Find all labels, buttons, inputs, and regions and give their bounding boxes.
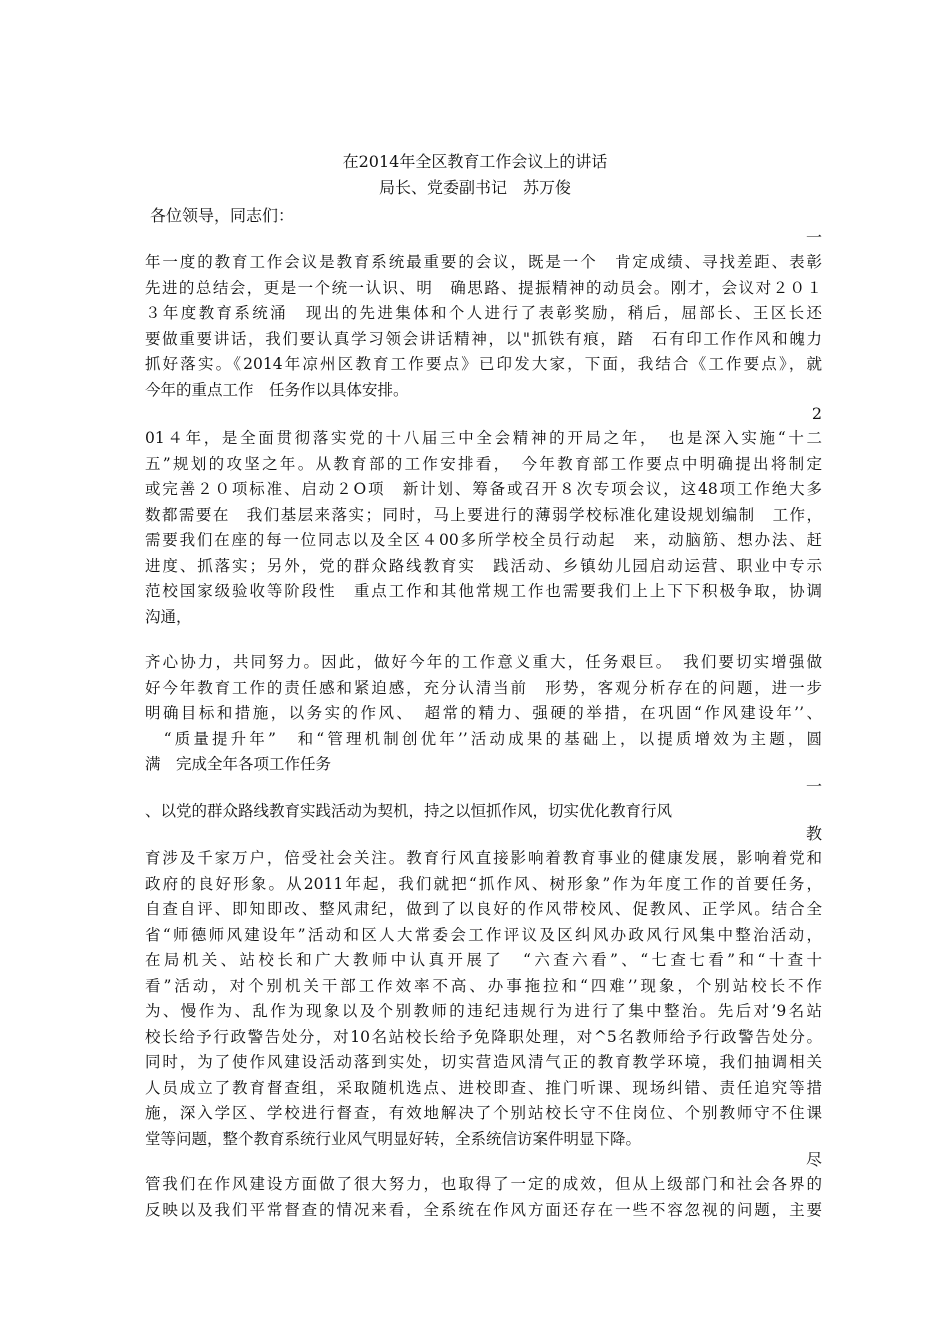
speaker-byline: 局长、党委副书记 苏万俊: [378, 178, 571, 197]
text-line: 管我们在作风建设方面做了很大努力，也取得了一定的成效，但从上级部门和社会各界的: [145, 1175, 822, 1193]
text-line: 年一度的教育工作会议是教育系统最重要的会议，既是一个 肯定成绩、寻找差距、表彰: [145, 253, 822, 271]
text-line: 今年的重点工作 任务作以具体安排。: [145, 380, 409, 399]
margin-marker: 一: [805, 777, 822, 796]
text-line: “质量提升年” 和“管理机制创优年’’活动成果的基础上，以提质增效为主题，圆: [145, 729, 822, 748]
text-line: 需要我们在座的每一位同志以及全区４00多所学校全员行动起 来，动脑筋、想办法、赶: [145, 531, 822, 549]
margin-marker: 2: [811, 404, 822, 423]
text-line: 育涉及千家万户，倍受社会关注。教育行风直接影响着教育事业的健康发展，影响着党和: [145, 849, 822, 867]
text-line: 先进的总结会，更是一个统一认识、明 确思路、提振精神的动员会。刚才，会议对２０１: [145, 278, 822, 297]
text-line: 五”规划的攻坚之年。从教育部的工作安排看， 今年教育部工作要点中明确提出将制定: [145, 454, 822, 473]
text-line: 施，深入学区、学校进行督查，有效地解决了个别站校长守不住岗位、个别教师守不住课: [145, 1104, 822, 1122]
text-line: 01４年，是全面贯彻落实党的十八届三中全会精神的开局之年， 也是深入实施“十二: [145, 429, 822, 447]
text-line: 数都需要在 我们基层来落实；同时，马上要进行的薄弱学校标准化建设规划编制 工作，: [145, 505, 822, 524]
text-line: 抓好落实。《2014年凉州区教育工作要点》已印发大家，下面，我结合《工作要点》，就: [145, 355, 822, 373]
paragraph-2014-overview: [145, 426, 822, 630]
text-line: 反映以及我们平常督查的情况来看，全系统在作风方面还存在一些不容忽视的问题，主要: [145, 1200, 822, 1219]
text-line: 同时，为了使作风建设活动落到实处，切实营造风清气正的教育教学环境，我们抽调相关: [145, 1053, 822, 1071]
text-line: 自查自评、即知即改、整风肃纪，做到了以良好的作风带校风、促教风、正学风。结合全: [145, 900, 822, 918]
text-line: 在局机关、站校长和广大教师中认真开展了 “六查六看”、“七查七看”和“十查十: [145, 951, 822, 969]
paragraph-problems: [145, 1172, 822, 1223]
text-line: 沟通，: [145, 607, 192, 626]
text-line: 满 完成全年各项工作任务: [145, 755, 332, 773]
text-line: 要做重要讲话，我们要认真学习领会讲话精神，以"抓铁有痕，踏 石有印工作作风和魄力: [145, 329, 822, 348]
paragraph-intro: [145, 250, 822, 403]
text-line: 省“师德师风建设年”活动和区人大常委会工作评议及区纠风办政风行风集中整治活动，: [145, 925, 822, 944]
text-line: 堂等问题，整个教育系统行业风气明显好转，全系统信访案件明显下降。: [145, 1129, 642, 1148]
paragraph-goals: [145, 650, 822, 778]
text-line: 人员成立了教育督查组，采取随机选点、进校即查、推门听课、现场纠错、责任追究等措: [145, 1078, 822, 1097]
text-line: 或完善２０项标准、启动２O项 新计划、筹备或召开８次专项会议，这48项工作绝大多: [145, 480, 822, 498]
text-line: 校长给予行政警告处分，对10名站校长给予免降职处理，对^5名教师给予行政警告处分。: [145, 1027, 822, 1046]
salutation: 各位领导，同志们：: [150, 206, 295, 225]
text-line: 进度、抓落实；另外，党的群众路线教育实 践活动、乡镇幼儿园启动运营、职业中专示: [145, 556, 822, 575]
text-line: 明确目标和措施，以务实的作风、 超常的精力、强硬的举措，在巩固“作风建设年’’、: [145, 704, 822, 722]
speech-title: 在2014年全区教育工作会议上的讲话: [342, 152, 608, 171]
paragraph-education-conduct: [145, 846, 822, 1152]
text-line: 范校国家级验收等阶段性 重点工作和其他常规工作也需要我们上上下下积极争取，协调: [145, 582, 822, 600]
text-line: 看”活动，对个别机关干部工作效率不高、办事拖拉和“四难’’现象，个别站校长不作: [145, 976, 822, 995]
text-line: ３年度教育系统涌 现出的先进集体和个人进行了表彰奖励，稍后，屈部长、王区长还: [145, 304, 822, 322]
margin-marker: 尽: [805, 1150, 822, 1169]
text-line: 政府的良好形象。从2011年起，我们就把“抓作风、树形象”作为年度工作的首要任务，: [145, 874, 822, 893]
margin-marker: 教: [805, 824, 822, 843]
text-line: 为、慢作为、乱作为现象以及个别教师的违纪违规行为进行了集中整治。先后对’9名站: [145, 1002, 822, 1020]
text-line: 齐心协力，共同努力。因此，做好今年的工作意义重大，任务艰巨。 我们要切实增强做: [145, 653, 822, 671]
margin-marker: 一: [805, 228, 822, 247]
section-heading-one: 、以党的群众路线教育实践活动为契机，持之以恒抓作风，切实优化教育行风: [145, 802, 673, 820]
text-line: 好今年教育工作的责任感和紧迫感，充分认清当前 形势，客观分析存在的问题，进一步: [145, 678, 822, 697]
